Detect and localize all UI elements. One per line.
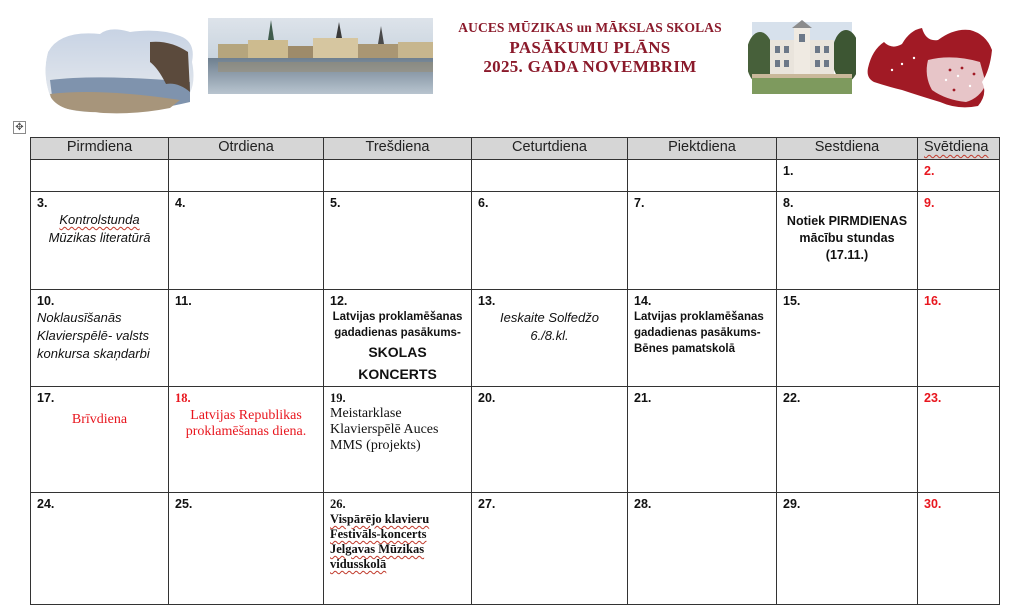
day-cell (777, 493, 918, 605)
day-cell (628, 387, 777, 493)
day-header-wednesday: Trešdiena (324, 138, 472, 160)
day-cell (918, 387, 1000, 493)
day-number: 4. (175, 196, 186, 210)
day-number: 16. (924, 294, 942, 308)
day-cell (472, 192, 628, 290)
page-header (0, 0, 1024, 120)
day-cell (169, 290, 324, 387)
day-cell (324, 290, 472, 387)
event-text: Noklausīšanās Klavierspēlē- valsts konkursa skaņdarbi (37, 310, 150, 361)
day-cell (169, 160, 324, 192)
day-number: 9. (924, 196, 935, 210)
day-number: 30. (924, 497, 942, 511)
day-header-friday: Piektdiena (628, 138, 777, 160)
day-cell (31, 290, 169, 387)
day-cell (472, 160, 628, 192)
day-cell (777, 387, 918, 493)
day-number: 12. (330, 294, 348, 308)
day-header-sunday: Svētdiena (918, 138, 1000, 160)
day-cell (169, 387, 324, 493)
event-text: Brīvdiena (71, 412, 128, 427)
day-number: 11. (175, 294, 192, 308)
day-number: 6. (478, 196, 489, 210)
day-header-tuesday: Otrdiena (169, 138, 324, 160)
day-number: 24. (37, 497, 55, 511)
calendar-table (30, 137, 1000, 605)
coast-photo (40, 22, 200, 118)
day-number: 22. (783, 391, 801, 405)
day-cell (628, 290, 777, 387)
page-title (440, 20, 740, 77)
day-number: 10. (37, 294, 55, 308)
day-cell (777, 160, 918, 192)
day-header-saturday: Sestdiena (777, 138, 918, 160)
event-text: Vispārējo klavieru Festivāls-koncerts Jelgavas Mūzikas vidusskolā (330, 512, 430, 571)
day-cell (918, 290, 1000, 387)
day-cell (777, 192, 918, 290)
day-number: 26. (330, 497, 346, 511)
day-cell (628, 160, 777, 192)
latvia-map-image (862, 20, 998, 116)
title-school: AUCES MŪZIKAS un MĀKSLAS SKOLAS (458, 20, 722, 35)
event-text: Notiek PIRMDIENAS mācību stundas (17.11.) (786, 214, 908, 262)
title-month: 2025. GADA NOVEMBRIM (483, 57, 697, 77)
event-highlight: SKOLAS KONCERTS (358, 344, 437, 382)
day-number: 20. (478, 391, 496, 405)
day-cell (31, 387, 169, 493)
event-text (37, 211, 162, 247)
day-cell (472, 493, 628, 605)
day-number: 18. (175, 391, 191, 405)
day-cell (31, 192, 169, 290)
day-cell (472, 290, 628, 387)
day-number: 23. (924, 391, 942, 405)
day-cell (918, 493, 1000, 605)
day-number: 19. (330, 391, 346, 405)
event-text: Latvijas proklamēšanas gadadienas pasākums- Bēnes pamatskolā (634, 311, 764, 355)
day-cell (31, 493, 169, 605)
event-line: Mūzikas literatūrā (48, 230, 151, 245)
day-number: 2. (924, 164, 935, 178)
day-cell (324, 387, 472, 493)
day-number: 5. (330, 196, 341, 210)
day-number: 28. (634, 497, 652, 511)
event-line: Kontrolstunda (59, 212, 140, 227)
day-cell (628, 493, 777, 605)
day-cell (777, 290, 918, 387)
day-cell (324, 493, 472, 605)
day-number: 13. (478, 294, 496, 308)
day-cell (628, 192, 777, 290)
day-number: 3. (37, 196, 48, 210)
move-cross-icon[interactable]: ✥ (13, 121, 26, 134)
day-number: 8. (783, 196, 794, 210)
day-cell (918, 192, 1000, 290)
day-cell (472, 387, 628, 493)
day-number: 27. (478, 497, 496, 511)
day-cell (169, 192, 324, 290)
day-number: 29. (783, 497, 801, 511)
event-text: Latvijas Republikas proklamēšanas diena. (185, 408, 307, 439)
day-cell (918, 160, 1000, 192)
day-number: 1. (783, 164, 794, 178)
title-plan: PASĀKUMU PLĀNS (509, 37, 671, 57)
day-number: 7. (634, 196, 645, 210)
day-cell (169, 493, 324, 605)
event-text: Latvijas proklamēšanas gadadienas pasākums- (332, 311, 463, 339)
event-text: Meistarklase Klavierspēlē Auces MMS (projekts) (330, 406, 439, 453)
day-cell (324, 160, 472, 192)
day-number: 14. (634, 294, 652, 308)
riga-panorama-photo (208, 18, 433, 94)
event-text: Ieskaite Solfedžo 6./8.kl. (499, 310, 599, 343)
day-header-thursday: Ceturtdiena (472, 138, 628, 160)
day-number: 25. (175, 497, 193, 511)
day-cell (31, 160, 169, 192)
day-header-monday: Pirmdiena (31, 138, 169, 160)
day-number: 21. (634, 391, 652, 405)
manor-photo (748, 18, 856, 98)
day-number: 15. (783, 294, 801, 308)
day-number: 17. (37, 391, 55, 405)
day-cell (324, 192, 472, 290)
